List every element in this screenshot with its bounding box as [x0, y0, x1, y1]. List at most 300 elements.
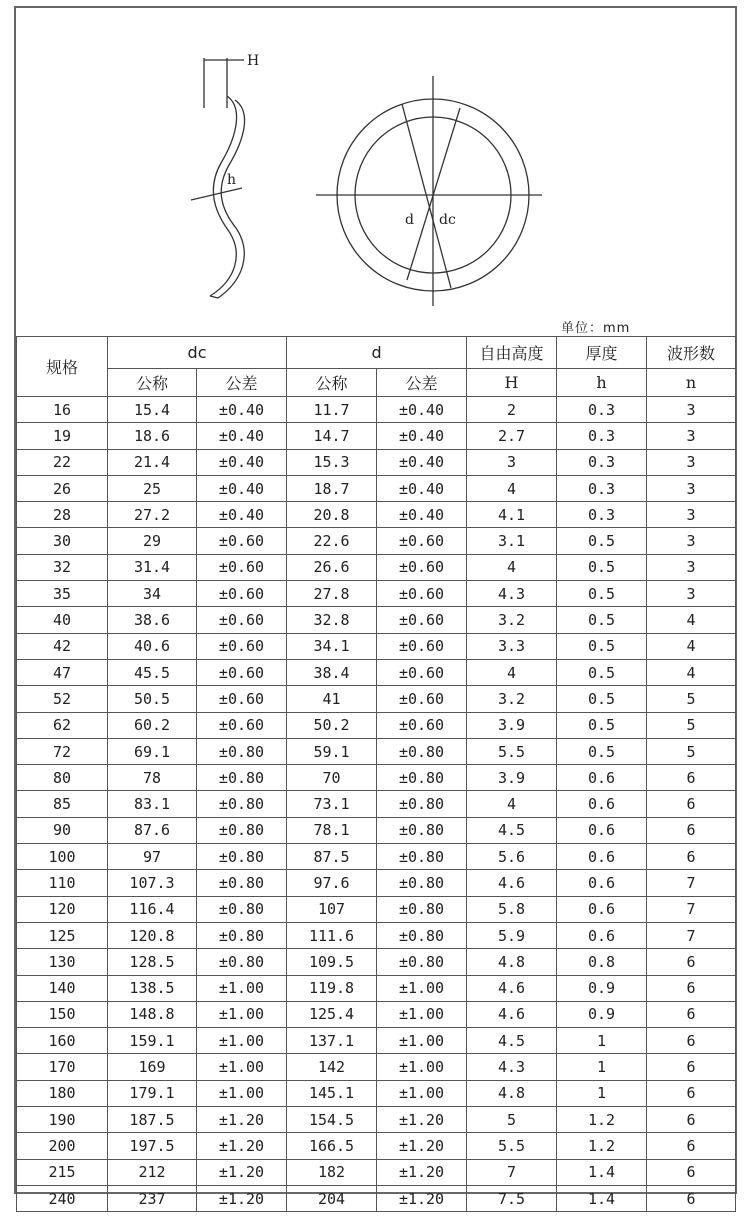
cell-d-nominal: 59.1: [287, 738, 377, 764]
table-row: [17, 397, 736, 423]
cell-thickness: 0.9: [557, 1001, 647, 1027]
table-row: [17, 1001, 736, 1027]
spec-table-body: [17, 397, 736, 1212]
table-row: [17, 791, 736, 817]
cell-wave-count: 5: [647, 738, 736, 764]
cell-free-height: 3.3: [467, 633, 557, 659]
cell-spec: 200: [17, 1133, 108, 1159]
cell-wave-count: 6: [647, 1185, 736, 1211]
cell-d-tolerance: ±0.60: [377, 712, 467, 738]
cell-thickness: 0.5: [557, 554, 647, 580]
cell-wave-count: 3: [647, 475, 736, 501]
table-row: [17, 502, 736, 528]
table-row: [17, 581, 736, 607]
cell-wave-count: 6: [647, 817, 736, 843]
cell-thickness: 1.2: [557, 1107, 647, 1133]
cell-thickness: 0.3: [557, 423, 647, 449]
cell-wave-count: 6: [647, 765, 736, 791]
table-row: [17, 765, 736, 791]
table-row: [17, 475, 736, 501]
cell-dc-tolerance: ±1.20: [197, 1107, 287, 1133]
cell-dc-nominal: 83.1: [108, 791, 197, 817]
cell-dc-tolerance: ±0.80: [197, 870, 287, 896]
cell-free-height: 4.5: [467, 817, 557, 843]
cell-free-height: 4.5: [467, 1028, 557, 1054]
cell-d-nominal: 109.5: [287, 949, 377, 975]
cell-dc-tolerance: ±1.00: [197, 1054, 287, 1080]
cell-spec: 16: [17, 397, 108, 423]
cell-thickness: 0.6: [557, 922, 647, 948]
cell-dc-nominal: 31.4: [108, 554, 197, 580]
cell-spec: 52: [17, 686, 108, 712]
table-row: [17, 870, 736, 896]
cell-d-nominal: 27.8: [287, 581, 377, 607]
col-thickness: 厚度: [557, 337, 647, 369]
cell-thickness: 0.5: [557, 712, 647, 738]
cell-d-tolerance: ±0.80: [377, 738, 467, 764]
cell-d-tolerance: ±1.20: [377, 1185, 467, 1211]
cell-d-nominal: 119.8: [287, 975, 377, 1001]
cell-wave-count: 6: [647, 791, 736, 817]
cell-spec: 140: [17, 975, 108, 1001]
cell-dc-nominal: 15.4: [108, 397, 197, 423]
spec-sheet: [14, 6, 737, 1208]
cell-d-tolerance: ±0.40: [377, 397, 467, 423]
cell-spec: 26: [17, 475, 108, 501]
col-dc: dc: [108, 337, 287, 369]
cell-dc-tolerance: ±0.80: [197, 791, 287, 817]
spec-table: [16, 336, 736, 1212]
cell-thickness: 0.6: [557, 844, 647, 870]
cell-d-tolerance: ±1.20: [377, 1107, 467, 1133]
cell-free-height: 3.1: [467, 528, 557, 554]
cell-spec: 40: [17, 607, 108, 633]
table-row: [17, 1133, 736, 1159]
cell-thickness: 1: [557, 1080, 647, 1106]
cell-d-nominal: 22.6: [287, 528, 377, 554]
cell-d-nominal: 18.7: [287, 475, 377, 501]
cell-wave-count: 7: [647, 870, 736, 896]
table-row: [17, 922, 736, 948]
cell-d-nominal: 70: [287, 765, 377, 791]
cell-d-nominal: 78.1: [287, 817, 377, 843]
cell-spec: 85: [17, 791, 108, 817]
cell-d-tolerance: ±1.00: [377, 1028, 467, 1054]
cell-free-height: 4: [467, 475, 557, 501]
cell-dc-tolerance: ±0.40: [197, 502, 287, 528]
cell-d-nominal: 73.1: [287, 791, 377, 817]
cell-spec: 19: [17, 423, 108, 449]
unit-label: 单位：mm: [561, 321, 631, 336]
col-wave-count: 波形数: [647, 337, 736, 369]
cell-free-height: 5: [467, 1107, 557, 1133]
cell-free-height: 4.6: [467, 1001, 557, 1027]
cell-dc-tolerance: ±1.20: [197, 1185, 287, 1211]
cell-dc-nominal: 107.3: [108, 870, 197, 896]
cell-spec: 215: [17, 1159, 108, 1185]
cell-d-tolerance: ±0.40: [377, 423, 467, 449]
cell-dc-nominal: 69.1: [108, 738, 197, 764]
cell-d-nominal: 137.1: [287, 1028, 377, 1054]
table-row: [17, 1185, 736, 1211]
cell-dc-tolerance: ±0.80: [197, 738, 287, 764]
cell-spec: 170: [17, 1054, 108, 1080]
cell-wave-count: 3: [647, 423, 736, 449]
table-row: [17, 817, 736, 843]
cell-dc-nominal: 25: [108, 475, 197, 501]
cell-spec: 28: [17, 502, 108, 528]
cell-thickness: 0.9: [557, 975, 647, 1001]
cell-wave-count: 5: [647, 712, 736, 738]
cell-spec: 90: [17, 817, 108, 843]
cell-dc-tolerance: ±1.00: [197, 1001, 287, 1027]
cell-d-nominal: 182: [287, 1159, 377, 1185]
table-row: [17, 949, 736, 975]
cell-free-height: 5.9: [467, 922, 557, 948]
cell-wave-count: 6: [647, 1001, 736, 1027]
cell-dc-tolerance: ±0.40: [197, 423, 287, 449]
cell-wave-count: 7: [647, 922, 736, 948]
cell-dc-tolerance: ±1.20: [197, 1133, 287, 1159]
cell-d-tolerance: ±1.20: [377, 1133, 467, 1159]
cell-dc-tolerance: ±0.80: [197, 817, 287, 843]
cell-dc-tolerance: ±0.80: [197, 844, 287, 870]
cell-dc-nominal: 21.4: [108, 449, 197, 475]
cell-spec: 120: [17, 896, 108, 922]
cell-dc-nominal: 120.8: [108, 922, 197, 948]
cell-free-height: 5.6: [467, 844, 557, 870]
cell-spec: 35: [17, 581, 108, 607]
cell-dc-tolerance: ±0.60: [197, 686, 287, 712]
cell-free-height: 5.8: [467, 896, 557, 922]
cell-wave-count: 3: [647, 449, 736, 475]
table-row: [17, 528, 736, 554]
cell-d-tolerance: ±0.80: [377, 791, 467, 817]
label-H: H: [247, 53, 260, 69]
cell-thickness: 0.6: [557, 817, 647, 843]
cell-dc-tolerance: ±0.60: [197, 633, 287, 659]
cell-thickness: 0.3: [557, 502, 647, 528]
table-row: [17, 633, 736, 659]
cell-d-nominal: 38.4: [287, 659, 377, 685]
cell-dc-nominal: 179.1: [108, 1080, 197, 1106]
cell-free-height: 4.3: [467, 1054, 557, 1080]
cell-thickness: 0.6: [557, 765, 647, 791]
label-h: h: [227, 172, 237, 188]
cell-free-height: 4: [467, 791, 557, 817]
cell-dc-tolerance: ±0.60: [197, 607, 287, 633]
cell-thickness: 0.6: [557, 896, 647, 922]
cell-dc-tolerance: ±0.80: [197, 896, 287, 922]
cell-wave-count: 3: [647, 397, 736, 423]
cell-spec: 100: [17, 844, 108, 870]
col-free-height: 自由高度: [467, 337, 557, 369]
cell-free-height: 5.5: [467, 738, 557, 764]
cell-d-tolerance: ±0.80: [377, 844, 467, 870]
cell-d-nominal: 50.2: [287, 712, 377, 738]
cell-dc-nominal: 38.6: [108, 607, 197, 633]
cell-thickness: 1.4: [557, 1159, 647, 1185]
cell-d-tolerance: ±1.00: [377, 1080, 467, 1106]
table-row: [17, 1080, 736, 1106]
cell-dc-nominal: 197.5: [108, 1133, 197, 1159]
cell-d-tolerance: ±0.40: [377, 475, 467, 501]
cell-free-height: 4.1: [467, 502, 557, 528]
cell-free-height: 4.8: [467, 949, 557, 975]
col-wave-count-symbol: n: [647, 369, 736, 397]
cell-dc-tolerance: ±0.80: [197, 949, 287, 975]
cell-d-tolerance: ±1.00: [377, 1001, 467, 1027]
cell-wave-count: 4: [647, 659, 736, 685]
washer-side-view: [191, 58, 245, 298]
cell-d-nominal: 15.3: [287, 449, 377, 475]
cell-dc-tolerance: ±0.40: [197, 449, 287, 475]
cell-dc-tolerance: ±1.00: [197, 975, 287, 1001]
cell-d-tolerance: ±0.60: [377, 607, 467, 633]
cell-thickness: 1.2: [557, 1133, 647, 1159]
cell-dc-tolerance: ±1.00: [197, 1028, 287, 1054]
cell-d-nominal: 34.1: [287, 633, 377, 659]
cell-dc-tolerance: ±0.60: [197, 554, 287, 580]
cell-d-nominal: 11.7: [287, 397, 377, 423]
cell-thickness: 1: [557, 1054, 647, 1080]
col-d-nominal: 公称: [287, 369, 377, 397]
cell-d-tolerance: ±0.60: [377, 633, 467, 659]
cell-wave-count: 3: [647, 502, 736, 528]
cell-d-nominal: 41: [287, 686, 377, 712]
cell-d-tolerance: ±1.00: [377, 975, 467, 1001]
table-row: [17, 1028, 736, 1054]
cell-d-nominal: 32.8: [287, 607, 377, 633]
cell-free-height: 4.8: [467, 1080, 557, 1106]
cell-wave-count: 3: [647, 554, 736, 580]
cell-wave-count: 6: [647, 1028, 736, 1054]
cell-d-tolerance: ±0.80: [377, 922, 467, 948]
cell-thickness: 1.4: [557, 1185, 647, 1211]
cell-wave-count: 6: [647, 1159, 736, 1185]
cell-d-nominal: 145.1: [287, 1080, 377, 1106]
label-dc: dc: [439, 212, 456, 228]
cell-dc-nominal: 45.5: [108, 659, 197, 685]
cell-dc-nominal: 128.5: [108, 949, 197, 975]
cell-dc-nominal: 78: [108, 765, 197, 791]
col-dc-tolerance: 公差: [197, 369, 287, 397]
cell-d-nominal: 166.5: [287, 1133, 377, 1159]
cell-wave-count: 3: [647, 581, 736, 607]
cell-wave-count: 4: [647, 607, 736, 633]
table-row: [17, 1159, 736, 1185]
cell-dc-tolerance: ±0.60: [197, 659, 287, 685]
cell-thickness: 0.3: [557, 397, 647, 423]
cell-wave-count: 6: [647, 975, 736, 1001]
label-d: d: [405, 212, 414, 228]
table-row: [17, 712, 736, 738]
cell-thickness: 0.8: [557, 949, 647, 975]
cell-dc-nominal: 29: [108, 528, 197, 554]
cell-thickness: 0.5: [557, 528, 647, 554]
cell-dc-nominal: 237: [108, 1185, 197, 1211]
cell-spec: 32: [17, 554, 108, 580]
cell-d-tolerance: ±0.80: [377, 765, 467, 791]
cell-wave-count: 6: [647, 1054, 736, 1080]
cell-wave-count: 6: [647, 1133, 736, 1159]
cell-dc-tolerance: ±0.60: [197, 712, 287, 738]
cell-dc-nominal: 187.5: [108, 1107, 197, 1133]
cell-free-height: 3.9: [467, 765, 557, 791]
cell-thickness: 0.5: [557, 738, 647, 764]
cell-d-nominal: 14.7: [287, 423, 377, 449]
cell-dc-nominal: 212: [108, 1159, 197, 1185]
cell-free-height: 4.3: [467, 581, 557, 607]
cell-thickness: 0.3: [557, 475, 647, 501]
cell-d-nominal: 20.8: [287, 502, 377, 528]
cell-spec: 150: [17, 1001, 108, 1027]
cell-d-tolerance: ±0.80: [377, 817, 467, 843]
cell-wave-count: 4: [647, 633, 736, 659]
table-row: [17, 1107, 736, 1133]
col-d: d: [287, 337, 467, 369]
cell-spec: 125: [17, 922, 108, 948]
col-spec: 规格: [17, 337, 108, 397]
cell-dc-tolerance: ±1.20: [197, 1159, 287, 1185]
cell-spec: 62: [17, 712, 108, 738]
col-dc-nominal: 公称: [108, 369, 197, 397]
cell-dc-tolerance: ±0.40: [197, 397, 287, 423]
cell-wave-count: 6: [647, 844, 736, 870]
cell-d-tolerance: ±0.40: [377, 502, 467, 528]
cell-dc-tolerance: ±0.60: [197, 528, 287, 554]
table-row: [17, 1054, 736, 1080]
cell-thickness: 1: [557, 1028, 647, 1054]
cell-spec: 180: [17, 1080, 108, 1106]
cell-wave-count: 6: [647, 1080, 736, 1106]
col-d-tolerance: 公差: [377, 369, 467, 397]
col-thickness-symbol: h: [557, 369, 647, 397]
cell-spec: 240: [17, 1185, 108, 1211]
cell-d-tolerance: ±0.60: [377, 554, 467, 580]
cell-dc-tolerance: ±0.60: [197, 581, 287, 607]
col-free-height-symbol: H: [467, 369, 557, 397]
cell-free-height: 3.9: [467, 712, 557, 738]
cell-dc-nominal: 148.8: [108, 1001, 197, 1027]
cell-d-tolerance: ±0.60: [377, 659, 467, 685]
cell-d-nominal: 87.5: [287, 844, 377, 870]
cell-dc-nominal: 169: [108, 1054, 197, 1080]
table-row: [17, 607, 736, 633]
cell-thickness: 0.6: [557, 791, 647, 817]
table-row: [17, 554, 736, 580]
cell-dc-nominal: 50.5: [108, 686, 197, 712]
cell-free-height: 5.5: [467, 1133, 557, 1159]
cell-dc-nominal: 60.2: [108, 712, 197, 738]
cell-free-height: 4.6: [467, 870, 557, 896]
cell-spec: 42: [17, 633, 108, 659]
cell-thickness: 0.5: [557, 633, 647, 659]
cell-spec: 72: [17, 738, 108, 764]
cell-free-height: 3.2: [467, 686, 557, 712]
cell-thickness: 0.6: [557, 870, 647, 896]
cell-thickness: 0.5: [557, 686, 647, 712]
cell-dc-nominal: 116.4: [108, 896, 197, 922]
cell-dc-tolerance: ±0.40: [197, 475, 287, 501]
cell-dc-nominal: 159.1: [108, 1028, 197, 1054]
cell-free-height: 4.6: [467, 975, 557, 1001]
cell-dc-nominal: 34: [108, 581, 197, 607]
cell-thickness: 0.5: [557, 659, 647, 685]
cell-wave-count: 7: [647, 896, 736, 922]
table-row: [17, 686, 736, 712]
cell-d-nominal: 26.6: [287, 554, 377, 580]
table-row: [17, 844, 736, 870]
cell-thickness: 0.5: [557, 581, 647, 607]
table-row: [17, 896, 736, 922]
cell-d-tolerance: ±0.60: [377, 528, 467, 554]
cell-dc-nominal: 40.6: [108, 633, 197, 659]
cell-dc-nominal: 27.2: [108, 502, 197, 528]
cell-free-height: 2.7: [467, 423, 557, 449]
cell-dc-tolerance: ±1.00: [197, 1080, 287, 1106]
cell-dc-nominal: 87.6: [108, 817, 197, 843]
table-row: [17, 738, 736, 764]
cell-wave-count: 3: [647, 528, 736, 554]
cell-d-tolerance: ±0.40: [377, 449, 467, 475]
cell-free-height: 2: [467, 397, 557, 423]
cell-d-nominal: 154.5: [287, 1107, 377, 1133]
table-row: [17, 659, 736, 685]
cell-free-height: 7: [467, 1159, 557, 1185]
cell-dc-tolerance: ±0.80: [197, 765, 287, 791]
cell-d-tolerance: ±1.20: [377, 1159, 467, 1185]
cell-d-nominal: 107: [287, 896, 377, 922]
cell-spec: 30: [17, 528, 108, 554]
cell-spec: 80: [17, 765, 108, 791]
table-row: [17, 423, 736, 449]
cell-spec: 190: [17, 1107, 108, 1133]
cell-free-height: 3.2: [467, 607, 557, 633]
cell-d-tolerance: ±0.80: [377, 896, 467, 922]
cell-wave-count: 6: [647, 1107, 736, 1133]
cell-spec: 110: [17, 870, 108, 896]
cell-free-height: 3: [467, 449, 557, 475]
washer-front-view: [316, 76, 542, 306]
cell-d-tolerance: ±1.00: [377, 1054, 467, 1080]
cell-dc-nominal: 97: [108, 844, 197, 870]
cell-d-nominal: 97.6: [287, 870, 377, 896]
cell-dc-nominal: 138.5: [108, 975, 197, 1001]
cell-thickness: 0.3: [557, 449, 647, 475]
table-row: [17, 449, 736, 475]
cell-dc-nominal: 18.6: [108, 423, 197, 449]
cell-spec: 22: [17, 449, 108, 475]
cell-wave-count: 6: [647, 949, 736, 975]
cell-d-tolerance: ±0.60: [377, 686, 467, 712]
cell-spec: 130: [17, 949, 108, 975]
cell-d-nominal: 111.6: [287, 922, 377, 948]
cell-spec: 47: [17, 659, 108, 685]
table-row: [17, 975, 736, 1001]
cell-dc-tolerance: ±0.80: [197, 922, 287, 948]
cell-d-tolerance: ±0.60: [377, 581, 467, 607]
cell-d-nominal: 125.4: [287, 1001, 377, 1027]
cell-free-height: 4: [467, 659, 557, 685]
cell-free-height: 7.5: [467, 1185, 557, 1211]
cell-spec: 160: [17, 1028, 108, 1054]
cell-d-nominal: 204: [287, 1185, 377, 1211]
cell-free-height: 4: [467, 554, 557, 580]
cell-thickness: 0.5: [557, 607, 647, 633]
cell-d-tolerance: ±0.80: [377, 949, 467, 975]
cell-d-nominal: 142: [287, 1054, 377, 1080]
